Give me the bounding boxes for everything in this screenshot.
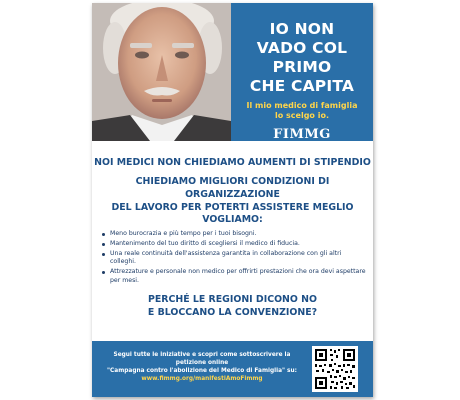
logo-url: www.fimmg.org/manifestiAmoFimmg [268,151,336,155]
question-heading [92,293,373,319]
list-item: Una reale continuità dell'assistenza garantita in collaborazione con gli altri colleghi. [102,250,367,267]
title-no-raise: NOI MEDICI NON CHIEDIAMO AUMENTI DI STIPENDIO [94,157,371,168]
qr-code-icon[interactable] [312,346,358,392]
footer-text [98,351,306,383]
question-line: PERCHÉ LE REGIONI DICONO NO [148,294,317,305]
list-item: Mantenimento del tuo diritto di scegliersi il medico di fiducia. [102,240,367,248]
poster-body [92,141,373,341]
headline [231,20,373,96]
poster [92,3,373,397]
headline-line: IO NON [269,20,335,38]
footer-line: "Campagna contro l'abolizione del Medico di Famiglia" su: [107,368,297,374]
title-line: CHIEDIAMO MIGLIORI CONDIZIONI DI ORGANIZZAZIONE [135,176,330,200]
logo-tagline: Campagna contro l'abolizione del Medico di Famiglia [236,143,368,149]
subline-line: Il mio medico di famiglia [246,101,358,110]
vogliamo-heading: VOGLIAMO: [202,214,263,225]
headline-line: CHE CAPITA [249,77,355,95]
title-conditions [92,175,373,214]
portrait-photo [92,3,231,141]
fimmg-logo: FIMMG [273,127,331,142]
title-line: DEL LAVORO PER POTERTI ASSISTERE MEGLIO [111,202,354,213]
subline [231,101,373,121]
headline-panel [231,3,373,155]
qr-code-graphic [312,346,358,392]
footer-url-link[interactable]: www.fimmg.org/manifestiAmoFimmg [141,376,263,382]
list-item: Attrezzature e personale non medico per offrirti prestazioni che ora devi aspettare per mesi. [102,268,367,285]
list-item: Meno burocrazia e più tempo per i tuoi bisogni. [102,230,367,238]
elderly-man-portrait [92,3,231,141]
poster-footer [92,341,373,397]
demands-list [102,230,367,287]
poster-header [92,3,373,155]
subline-line: lo scelgo io. [275,111,329,120]
question-line: E BLOCCANO LA CONVENZIONE? [147,307,318,318]
footer-line: Segui tutte le iniziative e scopri come sottoscrivere la petizione online [113,352,291,366]
headline-line: VADO COL PRIMO [256,39,348,76]
